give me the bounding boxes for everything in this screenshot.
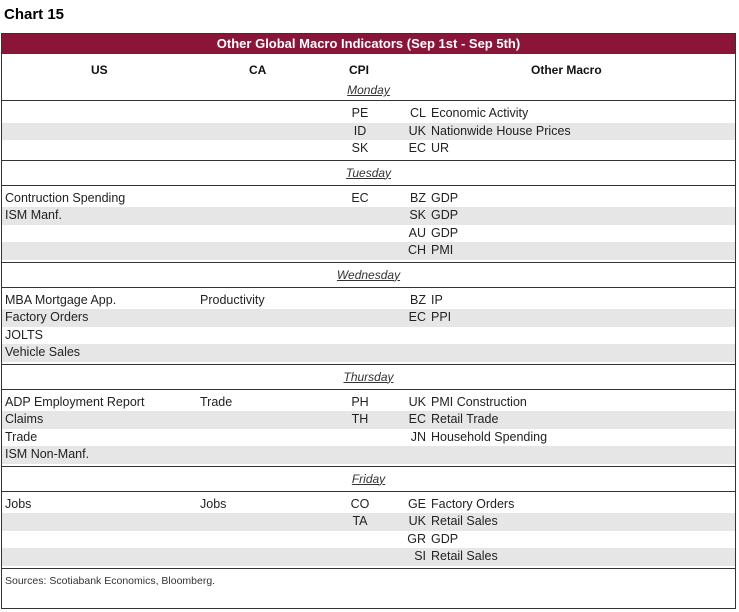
cell-us: ISM Manf. xyxy=(5,208,62,222)
day-sections xyxy=(2,101,735,569)
cell-ind: PMI Construction xyxy=(431,394,527,409)
day-section-monday xyxy=(2,101,735,161)
cell-code: AU xyxy=(408,225,426,240)
cell-code: SI xyxy=(414,549,426,563)
cell-code: CH xyxy=(407,243,426,257)
cell-us: Contruction Spending xyxy=(5,190,126,205)
cell-cpi: PE xyxy=(351,106,369,120)
table-header xyxy=(2,54,735,101)
table-row xyxy=(2,207,735,225)
cell-cpi: PH xyxy=(351,394,369,409)
cell-code: EC xyxy=(408,141,426,155)
cell-ind: Household Spending xyxy=(431,429,548,444)
day-label-friday: Friday xyxy=(2,467,735,492)
table-row xyxy=(2,123,735,141)
column-header-us: US xyxy=(91,63,108,77)
cell-code: GE xyxy=(407,496,426,511)
cell-us: Factory Orders xyxy=(5,310,89,324)
cell-ind: IP xyxy=(431,292,443,307)
cell-ind: Retail Trade xyxy=(431,412,499,426)
cell-ca: Trade xyxy=(200,394,233,409)
cell-code: BZ xyxy=(410,292,426,307)
cell-us: ISM Non-Manf. xyxy=(5,447,90,461)
table-row xyxy=(2,429,735,447)
day-section-wednesday xyxy=(2,263,735,365)
cell-us: Vehicle Sales xyxy=(5,345,81,359)
column-header-ca: CA xyxy=(249,63,267,77)
cell-us: Jobs xyxy=(5,496,32,511)
cell-us: ADP Employment Report xyxy=(5,394,145,409)
table-row xyxy=(2,140,735,158)
table-row xyxy=(2,446,735,464)
day-label-tuesday: Tuesday xyxy=(2,161,735,186)
cell-ind: GDP xyxy=(431,225,459,240)
table-row xyxy=(2,344,735,362)
cell-ca: Productivity xyxy=(200,292,265,307)
cell-code: BZ xyxy=(410,190,426,205)
cell-ind: Nationwide House Prices xyxy=(431,123,571,138)
table-row xyxy=(2,225,735,243)
table-row xyxy=(2,513,735,531)
cell-ind: Economic Activity xyxy=(431,106,529,120)
cell-code: UK xyxy=(408,514,426,528)
day-section-friday xyxy=(2,467,735,569)
day-label-monday: Monday xyxy=(347,83,390,97)
cell-code: UK xyxy=(408,394,426,409)
table-row xyxy=(2,105,735,123)
day-label-thursday: Thursday xyxy=(2,365,735,390)
cell-code: GR xyxy=(407,531,426,546)
cell-ind: GDP xyxy=(431,531,459,546)
cell-code: JN xyxy=(410,429,426,444)
cell-code: SK xyxy=(409,208,426,222)
cell-cpi: EC xyxy=(351,190,369,205)
column-header-cpi: CPI xyxy=(349,63,370,77)
cell-ind: PPI xyxy=(431,310,452,324)
table-row xyxy=(2,327,735,345)
table-row xyxy=(2,190,735,208)
cell-code: EC xyxy=(408,412,426,426)
table-title: Other Global Macro Indicators (Sep 1st - Sep 5th) xyxy=(2,34,735,54)
cell-cpi: TH xyxy=(351,412,369,426)
table-row xyxy=(2,548,735,566)
table-row xyxy=(2,242,735,260)
day-section-tuesday xyxy=(2,161,735,263)
cell-code: EC xyxy=(408,310,426,324)
cell-cpi: TA xyxy=(352,514,368,528)
day-label-wednesday: Wednesday xyxy=(2,263,735,288)
cell-cpi: SK xyxy=(351,141,369,155)
cell-us: Trade xyxy=(5,429,38,444)
cell-ind: GDP xyxy=(431,190,459,205)
cell-us: JOLTS xyxy=(5,327,43,342)
cell-ind: Retail Sales xyxy=(431,514,498,528)
chart-label: Chart 15 xyxy=(4,6,65,23)
indicator-table xyxy=(1,33,736,609)
table-row xyxy=(2,394,735,412)
cell-ind: GDP xyxy=(431,208,459,222)
cell-code: UK xyxy=(408,123,426,138)
cell-us: MBA Mortgage App. xyxy=(5,292,117,307)
cell-ind: UR xyxy=(431,141,450,155)
cell-ind: Factory Orders xyxy=(431,496,515,511)
cell-cpi: ID xyxy=(353,123,367,138)
table-row xyxy=(2,496,735,514)
day-section-thursday xyxy=(2,365,735,467)
cell-ca: Jobs xyxy=(200,496,227,511)
cell-ind: PMI xyxy=(431,243,454,257)
source-note: Sources: Scotiabank Economics, Bloomberg. xyxy=(5,574,216,587)
column-header-other-macro: Other Macro xyxy=(531,63,602,77)
cell-cpi: CO xyxy=(350,496,370,511)
cell-code: CL xyxy=(410,106,426,120)
table-row xyxy=(2,411,735,429)
table-row xyxy=(2,292,735,310)
table-row xyxy=(2,531,735,549)
table-row xyxy=(2,309,735,327)
cell-us: Claims xyxy=(5,412,44,426)
cell-ind: Retail Sales xyxy=(431,549,498,563)
